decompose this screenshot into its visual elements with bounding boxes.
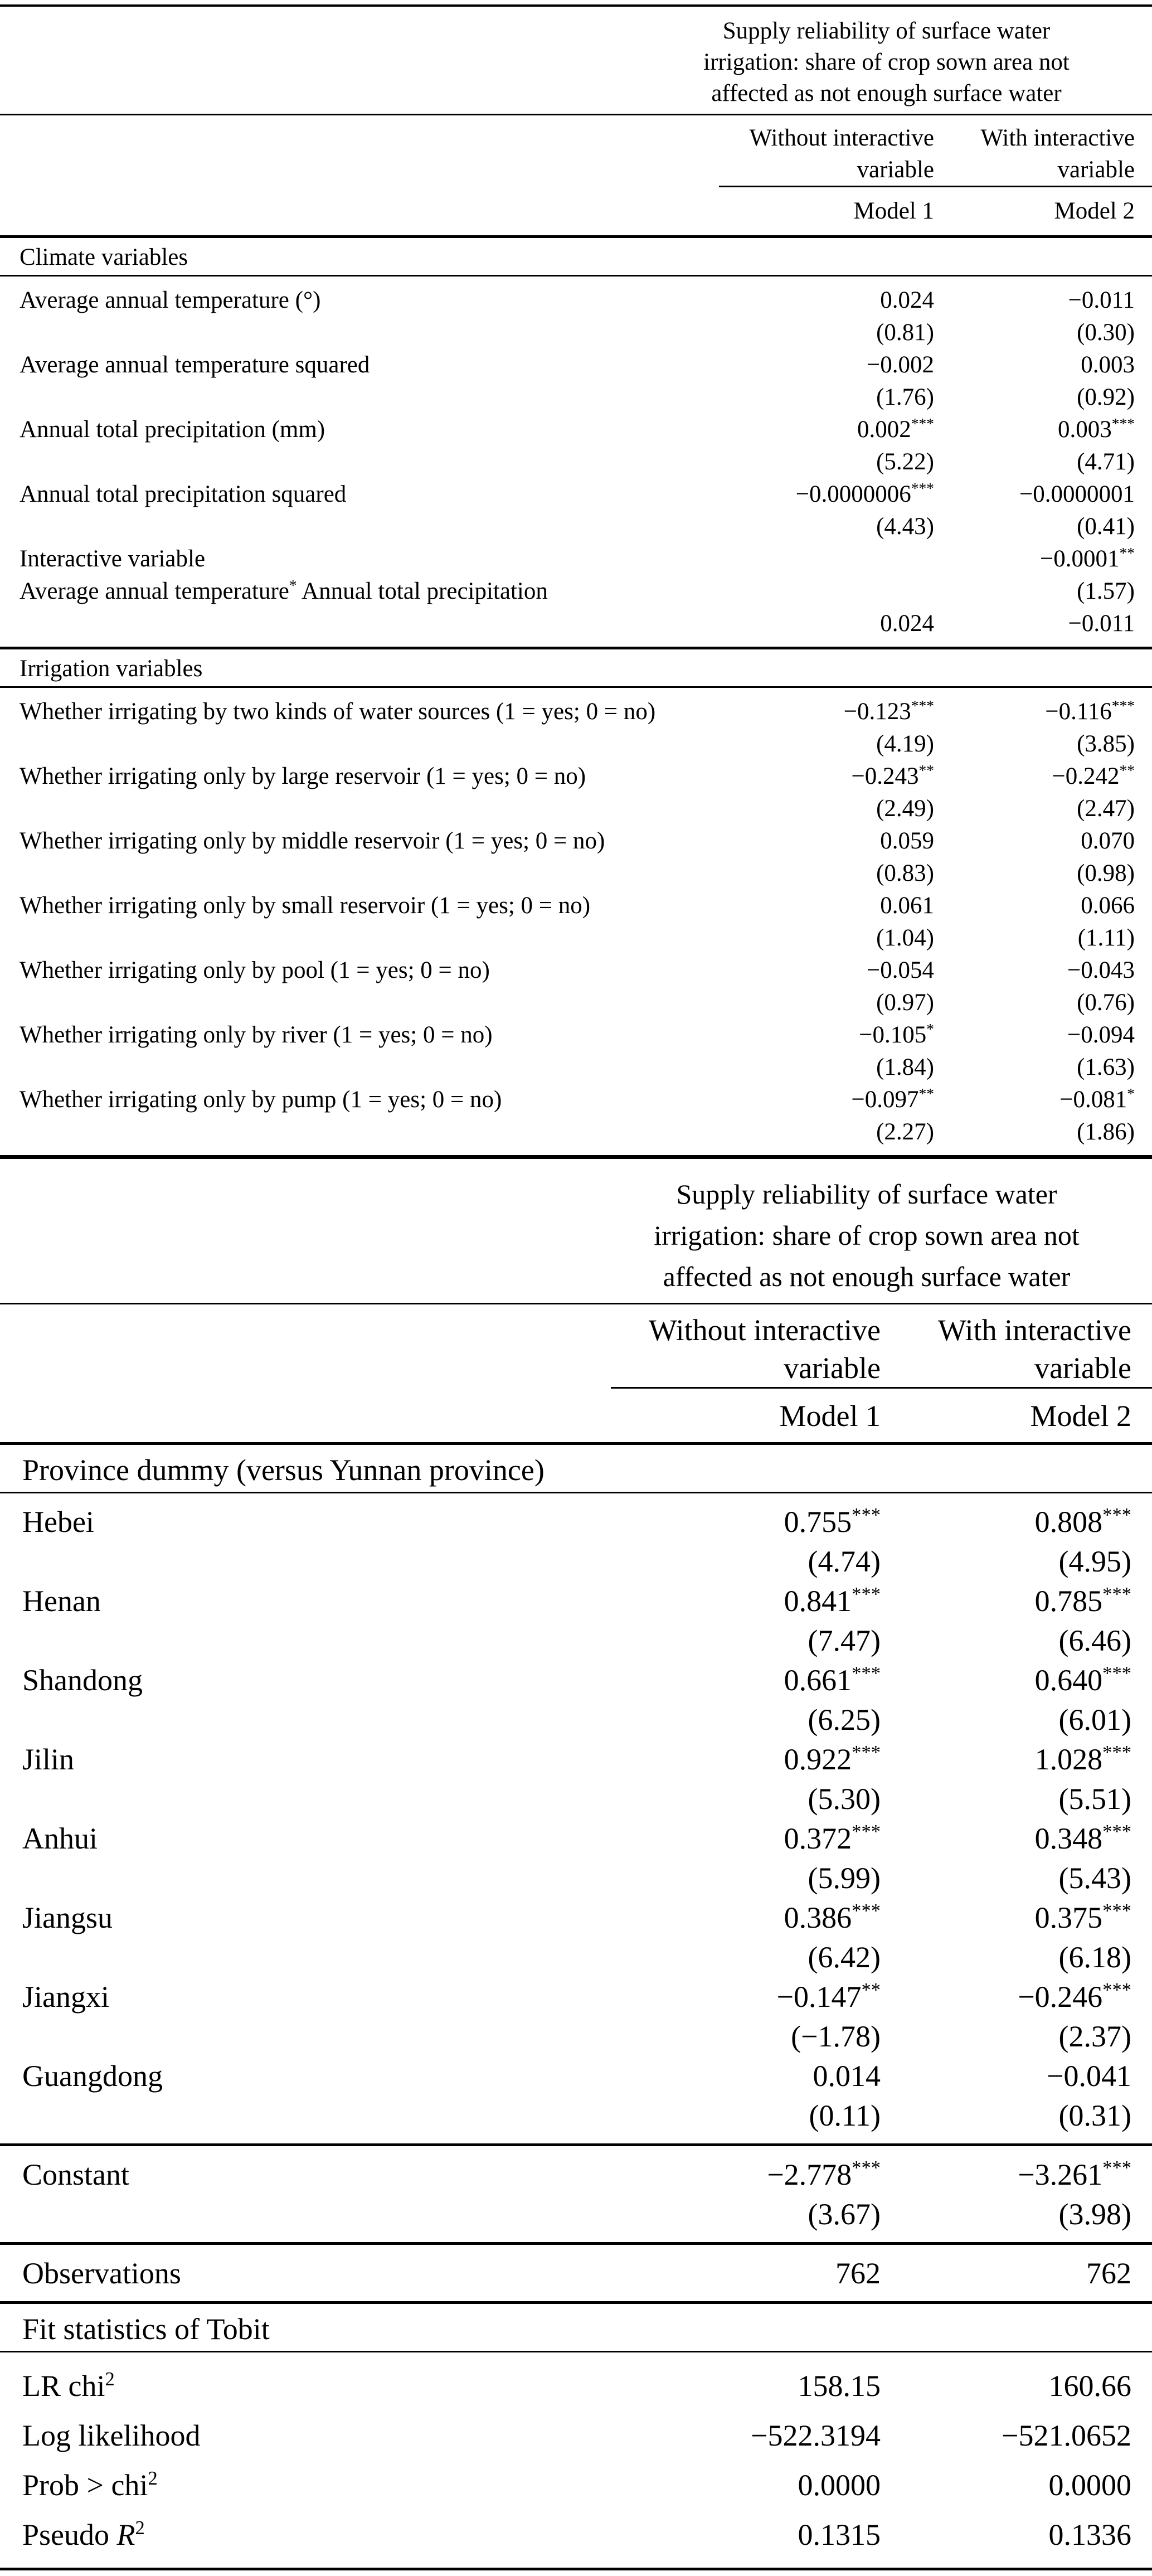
model1-value: 0.841*** [784, 1584, 881, 1618]
model2-value: (0.41) [1077, 513, 1135, 540]
part1-sections [0, 235, 1152, 1148]
model1-value: −0.097** [851, 1084, 934, 1113]
model2-value: −0.041 [1047, 2059, 1131, 2093]
model1-value: (6.42) [808, 1941, 881, 1974]
dependent-variable-line: Supply reliability of surface water [722, 18, 1051, 44]
row-label [0, 1116, 638, 1148]
table-row [0, 478, 1152, 511]
table-row [0, 2195, 1152, 2234]
model1-value [638, 543, 934, 575]
table-row [0, 284, 1152, 317]
section-rows [0, 696, 1152, 1148]
model2-value: 0.348*** [1034, 1821, 1131, 1855]
model1-value: (5.22) [876, 449, 934, 475]
model-labels-row [0, 195, 1152, 227]
table-part-1 [0, 4, 1152, 1148]
row-label: Annual total precipitation (mm) [20, 416, 325, 443]
row-label [0, 1051, 638, 1084]
table-row [0, 2096, 1152, 2136]
model1-value: −0.054 [866, 957, 934, 983]
model2-value: −3.261*** [1018, 2157, 1131, 2191]
row-label: Anhui [22, 1822, 98, 1855]
table-row [0, 317, 1152, 349]
table-row [0, 2461, 1152, 2510]
model1-value: 0.059 [880, 828, 934, 854]
row-label: Average annual temperature (°) [20, 287, 321, 313]
model1-value: −0.123*** [843, 696, 934, 725]
part-divider-rule [0, 1155, 1152, 1159]
row-label [0, 1700, 602, 1740]
table-row [0, 793, 1152, 825]
model1-value: 0.755*** [784, 1505, 881, 1539]
row-label: LR chi$^2$ [22, 2369, 115, 2403]
model2-value: −0.0001** [1039, 544, 1135, 572]
table-row [0, 1700, 1152, 1740]
table-row [0, 987, 1152, 1019]
top-rule [0, 4, 1152, 7]
row-label: Average annual temperature* Annual total precipitation [20, 576, 548, 604]
model2-value: (1.11) [1077, 925, 1135, 951]
table-row [0, 2254, 1152, 2293]
dependent-variable-line: Supply reliability of surface water [676, 1178, 1057, 1210]
model2-value: 0.375*** [1034, 1900, 1131, 1934]
row-label [0, 728, 638, 760]
rule [0, 686, 1152, 688]
dependent-variable-line: affected as not enough surface water [711, 80, 1062, 106]
table-row [0, 1740, 1152, 1779]
table-row [0, 2361, 1152, 2411]
model2-value: (6.01) [1058, 1703, 1131, 1736]
model2-value: −0.081* [1059, 1084, 1135, 1113]
model1-value: 0.1315 [798, 2518, 881, 2551]
section-divider-rule [0, 1442, 1152, 1445]
model1-value: 0.024 [880, 610, 934, 637]
table-row [0, 1502, 1152, 1542]
model2-value: (3.85) [1077, 731, 1135, 757]
table-row [0, 2017, 1152, 2056]
model2-value: −0.242** [1052, 761, 1135, 789]
row-label [0, 1938, 602, 1977]
table-row [0, 543, 1152, 575]
row-label [0, 1779, 602, 1819]
row-label: Whether irrigating only by middle reservoir (1 = yes; 0 = no) [20, 828, 605, 854]
row-label: Interactive variable [20, 546, 206, 572]
model1-value: 0.014 [813, 2059, 881, 2093]
model1-value: −522.3194 [751, 2419, 881, 2452]
bottom-rule [0, 2568, 1152, 2570]
section-rows [0, 1502, 1152, 2136]
row-label [0, 2017, 602, 2056]
row-label: Henan [22, 1584, 101, 1618]
model2-value: (1.86) [1077, 1119, 1135, 1145]
rule [0, 2351, 1152, 2352]
table-row [0, 1621, 1152, 1661]
column-header-line: With interactive [980, 125, 1135, 151]
model2-value: −0.011 [1068, 610, 1135, 637]
row-label: Hebei [22, 1505, 94, 1539]
section-rows [0, 2155, 1152, 2234]
model2-value: (5.51) [1058, 1782, 1131, 1816]
table-row [0, 1819, 1152, 1859]
section-rows [0, 2361, 1152, 2560]
model2-value: (6.18) [1058, 1941, 1131, 1974]
column-header-model1 [638, 122, 934, 186]
row-label [0, 1542, 602, 1582]
model1-value: −0.002 [866, 352, 934, 378]
model1-value [638, 575, 934, 608]
section-heading: Fit statistics of Tobit [22, 2312, 270, 2346]
column-span-rule [719, 186, 1152, 187]
model1-value: (1.84) [876, 1054, 934, 1080]
spacer-cell [0, 1311, 602, 1387]
model2-value: 0.1336 [1048, 2518, 1131, 2551]
model1-value: −0.147** [776, 1980, 881, 2014]
row-label [0, 2096, 602, 2136]
dependent-variable-line: irrigation: share of crop sown area not [703, 49, 1070, 75]
model1-label: Model 1 [853, 198, 934, 224]
model1-value: 0.024 [880, 287, 934, 313]
model1-value: (5.99) [808, 1861, 881, 1895]
model2-value: 0.003 [1081, 352, 1135, 378]
section-rows [0, 284, 1152, 640]
row-label: Prob > chi$^2$ [22, 2468, 158, 2502]
table-row [0, 2510, 1152, 2560]
row-label: Whether irrigating only by small reservoir (1 = yes; 0 = no) [20, 892, 591, 919]
row-label [0, 511, 638, 543]
table-row [0, 857, 1152, 890]
row-label [0, 857, 638, 890]
model2-value: 0.066 [1081, 892, 1135, 919]
rule [0, 1303, 1152, 1304]
model2-value: 0.003*** [1057, 414, 1135, 443]
model2-value: 0.808*** [1034, 1505, 1131, 1539]
model1-value: 0.372*** [784, 1821, 881, 1855]
row-label: Pseudo $R^2$ [22, 2517, 145, 2551]
model1-value: (4.43) [876, 513, 934, 540]
rule [0, 275, 1152, 276]
table-row [0, 2155, 1152, 2195]
section-divider-rule [0, 2143, 1152, 2146]
model1-value: −0.105* [859, 1020, 934, 1048]
model2-value: (0.98) [1077, 860, 1135, 886]
row-label [0, 793, 638, 825]
model2-label: Model 2 [1030, 1399, 1131, 1433]
model1-value: (3.67) [808, 2197, 881, 2231]
model2-value: 0.070 [1081, 828, 1135, 854]
model1-value: (0.83) [876, 860, 934, 886]
model1-value: (4.74) [808, 1545, 881, 1578]
model1-value: (0.81) [876, 319, 934, 346]
model1-value: 0.922*** [784, 1742, 881, 1776]
row-label [0, 1621, 602, 1661]
model2-value: 160.66 [1048, 2369, 1131, 2403]
row-label: Whether irrigating only by large reservoir (1 = yes; 0 = no) [20, 763, 586, 789]
model1-value: (0.11) [809, 2099, 881, 2132]
model2-value: (0.30) [1077, 319, 1135, 346]
table-row [0, 1779, 1152, 1819]
model2-value: (5.43) [1058, 1861, 1131, 1895]
table-row [0, 954, 1152, 987]
model2-value: 0.0000 [1048, 2468, 1131, 2502]
table-row [0, 1938, 1152, 1977]
row-label: Log likelihood [22, 2419, 201, 2452]
column-header-line: variable [1034, 1351, 1131, 1385]
row-label: Whether irrigating only by river (1 = yes; 0 = no) [20, 1022, 493, 1048]
column-header-model2 [934, 122, 1135, 186]
model2-value: (0.31) [1058, 2099, 1131, 2132]
model1-value: −0.0000006*** [795, 479, 934, 507]
model2-value: (1.63) [1077, 1054, 1135, 1080]
row-label: Jiangxi [22, 1980, 109, 2014]
section-rows [0, 2254, 1152, 2293]
model2-value: −0.094 [1067, 1022, 1135, 1048]
model1-value: −0.243** [851, 761, 934, 789]
table-row [0, 2411, 1152, 2461]
row-label [0, 987, 638, 1019]
section-divider-rule [0, 235, 1152, 238]
model1-value: 762 [835, 2257, 881, 2290]
section-divider-rule [0, 2301, 1152, 2304]
model1-value: (6.25) [808, 1703, 881, 1736]
model2-value: (3.98) [1058, 2197, 1131, 2231]
dependent-variable-header [638, 16, 1135, 109]
model1-value: 0.0000 [798, 2468, 881, 2502]
table-row [0, 1116, 1152, 1148]
model2-value: (4.71) [1077, 449, 1135, 475]
row-label: Annual total precipitation squared [20, 481, 347, 507]
model1-value: (2.27) [876, 1119, 934, 1145]
model2-value: 0.785*** [1034, 1584, 1131, 1618]
row-label: Shandong [22, 1663, 143, 1697]
table-row [0, 349, 1152, 381]
row-label [0, 1859, 602, 1898]
model1-value: 0.661*** [784, 1663, 881, 1697]
row-label [0, 446, 638, 478]
spacer-cell [0, 1398, 602, 1434]
table-row [0, 446, 1152, 478]
row-label [0, 2195, 602, 2234]
spacer-cell [0, 122, 638, 186]
model1-value: (5.30) [808, 1782, 881, 1816]
column-header-model2 [881, 1311, 1131, 1387]
column-header-line: Without interactive [648, 1313, 881, 1347]
section-heading: Irrigation variables [20, 656, 203, 682]
column-header-model1 [602, 1311, 881, 1387]
model1-value: (−1.78) [791, 2020, 881, 2053]
table-row [0, 1084, 1152, 1116]
dependent-variable-line: affected as not enough surface water [663, 1261, 1071, 1292]
model1-value: (1.76) [876, 384, 934, 410]
model2-value: −521.0652 [1002, 2419, 1131, 2452]
table-part-2 [0, 1155, 1152, 2570]
table-row [0, 381, 1152, 414]
table-row [0, 760, 1152, 793]
row-label: Constant [22, 2158, 130, 2191]
row-label: Whether irrigating by two kinds of water sources (1 = yes; 0 = no) [20, 698, 656, 725]
model2-value: (4.95) [1058, 1545, 1131, 1578]
column-headers [0, 1311, 1152, 1387]
row-label [0, 381, 638, 414]
model2-value: (1.57) [1077, 578, 1135, 604]
model1-value: 0.061 [880, 892, 934, 919]
model2-value: −0.246*** [1018, 1980, 1131, 2014]
model1-value: (4.19) [876, 731, 934, 757]
table-row [0, 696, 1152, 728]
model2-value: −0.0000001 [1019, 481, 1135, 507]
table-row [0, 2056, 1152, 2096]
model2-value: −0.116*** [1045, 696, 1135, 725]
section-heading: Province dummy (versus Yunnan province) [22, 1453, 545, 1487]
model2-value: (0.92) [1077, 384, 1135, 410]
column-header-line: variable [784, 1351, 881, 1385]
table-row [0, 1859, 1152, 1898]
row-label: Whether irrigating only by pump (1 = yes; 0 = no) [20, 1086, 502, 1113]
row-label: Jilin [22, 1743, 75, 1776]
row-label: Jiangsu [22, 1901, 113, 1934]
model1-value: −2.778*** [767, 2157, 881, 2191]
model1-value: (0.97) [876, 989, 934, 1016]
row-label [0, 608, 638, 640]
row-label: Observations [22, 2257, 181, 2290]
column-header-line: Without interactive [749, 125, 934, 151]
column-span-rule [611, 1387, 1152, 1389]
table-row [0, 511, 1152, 543]
model2-value: 1.028*** [1034, 1742, 1131, 1776]
table-row [0, 890, 1152, 922]
table-row [0, 1977, 1152, 2017]
model1-value: (7.47) [808, 1624, 881, 1657]
model1-value: 158.15 [798, 2369, 881, 2403]
table-row [0, 1542, 1152, 1582]
spacer-cell [0, 195, 638, 227]
model2-value: 762 [1086, 2257, 1131, 2290]
rule [0, 1492, 1152, 1493]
section-divider-rule [0, 2242, 1152, 2245]
table-row [0, 922, 1152, 954]
column-header-line: With interactive [937, 1313, 1131, 1347]
column-header-line: variable [1057, 157, 1135, 183]
model2-value: (2.47) [1077, 795, 1135, 822]
table-row [0, 608, 1152, 640]
model1-value: 0.386*** [784, 1900, 881, 1934]
model1-label: Model 1 [779, 1399, 881, 1433]
row-label [0, 317, 638, 349]
part2-sections [0, 1442, 1152, 2560]
dependent-variable-line: irrigation: share of crop sown area not [654, 1220, 1080, 1251]
section-divider-rule [0, 647, 1152, 649]
table-row [0, 728, 1152, 760]
table-row [0, 1661, 1152, 1700]
table-row [0, 575, 1152, 608]
model1-value: (1.04) [876, 925, 934, 951]
model2-value: (0.76) [1077, 989, 1135, 1016]
table-row [0, 1582, 1152, 1621]
column-header-line: variable [857, 157, 934, 183]
row-label [0, 922, 638, 954]
table-row [0, 1898, 1152, 1938]
section-heading: Climate variables [20, 244, 188, 270]
row-label: Guangdong [22, 2059, 163, 2093]
model2-value: (2.37) [1058, 2020, 1131, 2053]
table-row [0, 825, 1152, 857]
model2-value: 0.640*** [1034, 1663, 1131, 1697]
table-row [0, 414, 1152, 446]
dependent-variable-header [602, 1173, 1131, 1297]
table-row [0, 1019, 1152, 1051]
model1-value: 0.002*** [857, 414, 934, 443]
table-row [0, 1051, 1152, 1084]
model-labels-row [0, 1398, 1152, 1434]
row-label: Average annual temperature squared [20, 352, 370, 378]
row-label: Whether irrigating only by pool (1 = yes; 0 = no) [20, 957, 490, 983]
rule [0, 114, 1152, 115]
model2-value: (6.46) [1058, 1624, 1131, 1657]
model2-label: Model 2 [1054, 198, 1135, 224]
model2-value: −0.043 [1067, 957, 1135, 983]
column-headers [0, 122, 1152, 186]
model2-value: −0.011 [1068, 287, 1135, 313]
model1-value: (2.49) [876, 795, 934, 822]
